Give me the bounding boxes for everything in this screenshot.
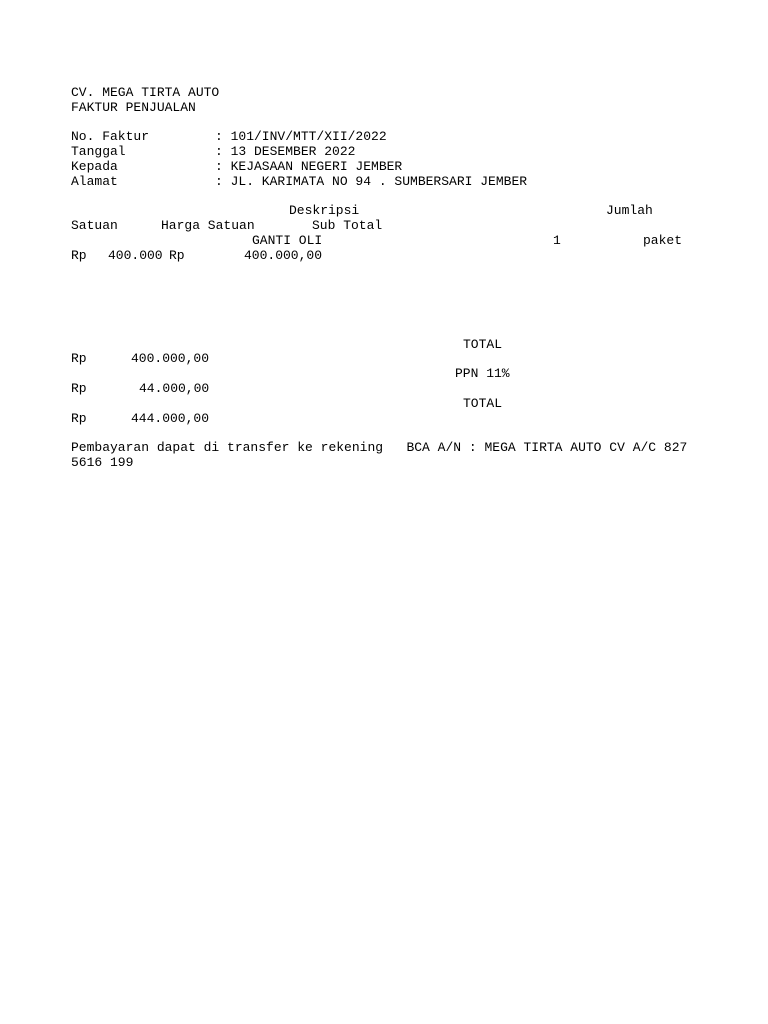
spacer — [71, 264, 711, 279]
header-harga-satuan: Harga Satuan — [161, 218, 255, 234]
summary-total-label-line — [71, 338, 711, 353]
summary-value: 400.000,00 — [131, 351, 210, 367]
spacer — [71, 190, 711, 205]
table-row — [71, 234, 711, 249]
info-row-recipient — [71, 160, 711, 175]
table-header-line-2 — [71, 219, 711, 234]
header-sub-total: Sub Total — [312, 218, 383, 234]
summary-value: 44.000,00 — [139, 380, 210, 396]
summary-label: PPN 11% — [455, 366, 510, 382]
summary-total-value-line — [71, 352, 711, 367]
header-jumlah: Jumlah — [606, 203, 653, 219]
item-satuan: paket — [643, 232, 683, 248]
spacer — [71, 426, 711, 441]
summary-currency: Rp — [71, 380, 87, 396]
info-value: : JL. KARIMATA NO 94 . SUMBERSARI JEMBER — [215, 173, 528, 189]
summary-currency: Rp — [71, 410, 87, 426]
summary-grand-total-label-line — [71, 397, 711, 412]
document-title: FAKTUR PENJUALAN — [71, 99, 196, 115]
payment-note-line-2: 5616 199 — [71, 454, 134, 470]
info-label: No. Faktur — [71, 129, 150, 145]
summary-label: TOTAL — [463, 395, 503, 411]
info-row-date — [71, 145, 711, 160]
info-value: : KEJASAAN NEGERI JEMBER — [215, 158, 403, 174]
item-harga-currency: Rp — [71, 247, 87, 263]
info-label: Alamat — [71, 173, 118, 189]
summary-label: TOTAL — [463, 336, 503, 352]
info-label: Kepada — [71, 158, 118, 174]
summary-grand-total-value-line — [71, 412, 711, 427]
item-jumlah: 1 — [553, 232, 561, 248]
info-value: : 13 DESEMBER 2022 — [215, 144, 356, 160]
table-row-continued — [71, 249, 711, 264]
summary-value: 444.000,00 — [131, 410, 210, 426]
summary-currency: Rp — [71, 351, 87, 367]
spacer — [71, 323, 711, 338]
item-subtotal: 400.000,00 — [244, 247, 323, 263]
summary-ppn-label-line — [71, 367, 711, 382]
info-row-address — [71, 175, 711, 190]
spacer — [71, 116, 711, 131]
header-deskripsi: Deskripsi — [289, 203, 360, 219]
header-satuan: Satuan — [71, 218, 118, 234]
spacer — [71, 308, 711, 323]
spacer — [71, 278, 711, 293]
info-value: : 101/INV/MTT/XII/2022 — [215, 129, 387, 145]
info-row-invoice-number — [71, 130, 711, 145]
spacer — [71, 293, 711, 308]
company-name: CV. MEGA TIRTA AUTO — [71, 85, 220, 100]
summary-ppn-value-line — [71, 382, 711, 397]
item-deskripsi: GANTI OLI — [252, 232, 323, 248]
item-harga: 400.000 — [108, 247, 163, 263]
item-subtotal-currency: Rp — [169, 247, 185, 263]
table-header-line-1 — [71, 204, 711, 219]
info-label: Tanggal — [71, 144, 126, 160]
invoice-document — [71, 86, 711, 471]
payment-note-line-1: Pembayaran dapat di transfer ke rekening BCA A/N : MEGA TIRTA AUTO CV A/C 827 — [71, 440, 688, 456]
